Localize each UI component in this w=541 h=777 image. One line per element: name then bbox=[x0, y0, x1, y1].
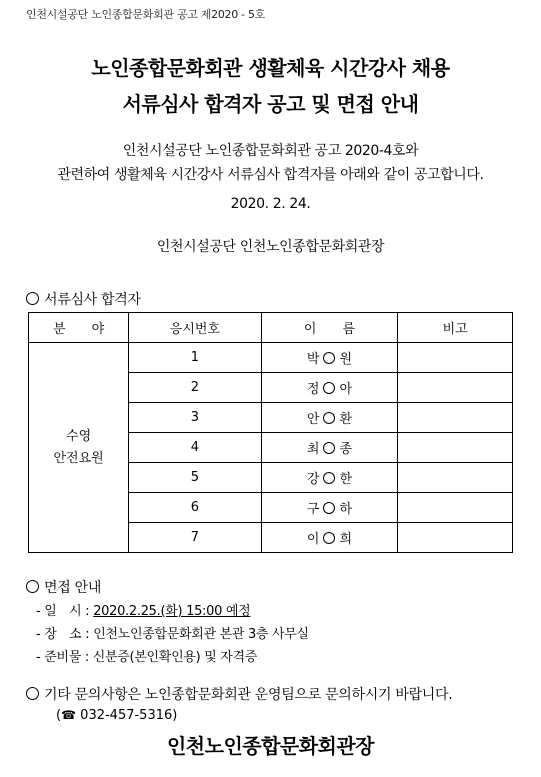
footer-signature: 인천노인종합문화회관장 bbox=[166, 734, 375, 758]
circle-bullet-icon bbox=[26, 687, 39, 700]
phone-number: 032-457-5316) bbox=[80, 708, 178, 723]
applicant-number: 4 bbox=[129, 433, 261, 463]
interview-place bbox=[36, 623, 309, 642]
telephone-icon: ☎ bbox=[61, 708, 77, 722]
applicant-number: 1 bbox=[129, 343, 261, 373]
section-contact-heading bbox=[26, 684, 452, 704]
masked-circle-icon bbox=[323, 442, 335, 454]
section-interview-label: 면접 안내 bbox=[44, 580, 102, 596]
applicant-number: 7 bbox=[129, 523, 261, 553]
applicant-note bbox=[398, 343, 513, 373]
interview-time-label: - 일 시 : bbox=[36, 604, 94, 619]
masked-circle-icon bbox=[323, 352, 335, 364]
circle-bullet-icon bbox=[26, 580, 39, 593]
intro-line2: 관련하여 생활체육 시간강사 서류심사 합격자를 아래와 같이 공고합니다. bbox=[57, 167, 484, 183]
applicant-note bbox=[398, 523, 513, 553]
table-row bbox=[29, 343, 513, 373]
intro-line1: 인천시설공단 노인종합문화회관 공고 2020-4호와 bbox=[122, 143, 419, 159]
applicant-note bbox=[398, 493, 513, 523]
interview-time bbox=[36, 600, 250, 619]
document-number: 인천시설공단 노인종합문화회관 공고 제2020 - 5호 bbox=[26, 8, 266, 21]
applicant-name: 박 원 bbox=[261, 343, 398, 373]
applicant-note bbox=[398, 433, 513, 463]
organization-name: 인천시설공단 인천노인종합문화회관장 bbox=[156, 239, 385, 255]
section-contact-label: 기타 문의사항은 노인종합문화회관 운영팀으로 문의하시기 바랍니다. bbox=[44, 687, 453, 703]
table-header-row bbox=[29, 313, 513, 343]
section-passers-label: 서류심사 합격자 bbox=[44, 292, 141, 308]
header-name: 이 름 bbox=[261, 313, 398, 343]
applicant-number: 2 bbox=[129, 373, 261, 403]
applicant-name: 안 환 bbox=[261, 403, 398, 433]
applicant-name: 이 희 bbox=[261, 523, 398, 553]
section-passers-heading bbox=[26, 289, 141, 309]
field-line2: 안전요원 bbox=[53, 450, 104, 466]
interview-time-value: 2020.2.25.(화) 15:00 예정 bbox=[93, 604, 251, 619]
circle-bullet-icon bbox=[26, 292, 39, 305]
applicant-name: 정 아 bbox=[261, 373, 398, 403]
header-note: 비고 bbox=[398, 313, 513, 343]
applicant-number: 5 bbox=[129, 463, 261, 493]
page-title-line2: 서류심사 합격자 공고 및 면접 안내 bbox=[122, 92, 419, 116]
masked-circle-icon bbox=[323, 472, 335, 484]
applicant-number: 3 bbox=[129, 403, 261, 433]
applicant-number: 6 bbox=[129, 493, 261, 523]
applicant-name: 최 종 bbox=[261, 433, 398, 463]
announcement-date: 2020. 2. 24. bbox=[230, 196, 311, 212]
interview-place-value: 인천노인종합문화회관 본관 3층 사무실 bbox=[93, 627, 309, 642]
header-number: 응시번호 bbox=[129, 313, 261, 343]
masked-circle-icon bbox=[323, 382, 335, 394]
interview-items-value: 신분증(본인확인용) 및 자격증 bbox=[92, 650, 258, 665]
masked-circle-icon bbox=[323, 502, 335, 514]
field-line1: 수영 bbox=[66, 428, 92, 444]
applicant-name: 강 한 bbox=[261, 463, 398, 493]
page-title-line1: 노인종합문화회관 생활체육 시간강사 채용 bbox=[91, 56, 450, 80]
applicant-note bbox=[398, 463, 513, 493]
phone-prefix: ( bbox=[56, 708, 62, 723]
applicant-note bbox=[398, 403, 513, 433]
field-cell bbox=[29, 343, 129, 553]
interview-place-label: - 장 소 : bbox=[36, 627, 94, 642]
section-interview-heading bbox=[26, 577, 101, 597]
masked-circle-icon bbox=[323, 532, 335, 544]
interview-items bbox=[36, 646, 257, 665]
applicant-note bbox=[398, 373, 513, 403]
passers-table bbox=[28, 312, 513, 553]
applicant-name: 구 하 bbox=[261, 493, 398, 523]
header-field: 분 야 bbox=[29, 313, 129, 343]
masked-circle-icon bbox=[323, 412, 335, 424]
interview-items-label: - 준비물 : bbox=[36, 650, 93, 665]
contact-phone bbox=[56, 708, 177, 723]
